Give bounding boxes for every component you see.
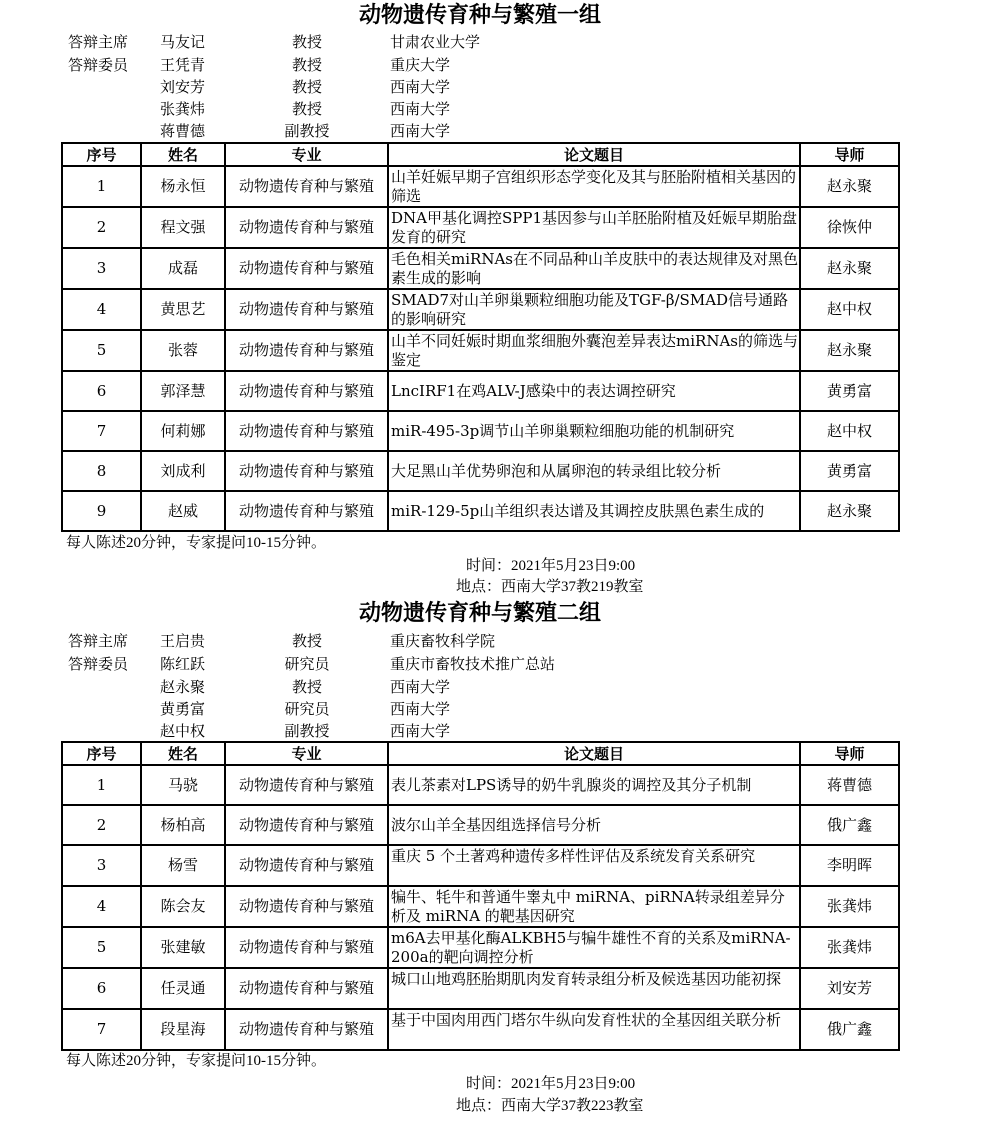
cell-major: 动物遗传育种与繁殖 bbox=[225, 330, 388, 371]
panel-name: 赵中权 bbox=[160, 722, 206, 740]
table-row bbox=[62, 411, 899, 451]
table-header-row bbox=[62, 742, 899, 765]
cell-advisor: 张龚炜 bbox=[800, 886, 899, 927]
cell-thesis: miR-129-5p山羊组织表达谱及其调控皮肤黑色素生成的 bbox=[388, 491, 800, 531]
defense-schedule-table bbox=[61, 142, 900, 532]
cell-seq: 4 bbox=[62, 886, 141, 927]
cell-major: 动物遗传育种与繁殖 bbox=[225, 248, 388, 289]
cell-advisor: 赵中权 bbox=[800, 411, 899, 451]
header-name: 姓名 bbox=[141, 742, 225, 765]
cell-major: 动物遗传育种与繁殖 bbox=[225, 845, 388, 886]
cell-seq: 1 bbox=[62, 765, 141, 805]
cell-major: 动物遗传育种与繁殖 bbox=[225, 1009, 388, 1050]
cell-advisor: 赵永聚 bbox=[800, 248, 899, 289]
cell-seq: 7 bbox=[62, 411, 141, 451]
header-thesis: 论文题目 bbox=[388, 143, 800, 166]
table-row bbox=[62, 166, 899, 207]
panel-org: 西南大学 bbox=[390, 700, 451, 718]
panel-name: 蒋曹德 bbox=[160, 122, 206, 140]
cell-name: 张蓉 bbox=[141, 330, 225, 371]
cell-seq: 4 bbox=[62, 289, 141, 330]
panel-title: 副教授 bbox=[284, 122, 330, 140]
header-major: 专业 bbox=[225, 742, 388, 765]
panel-org: 西南大学 bbox=[390, 122, 451, 140]
presentation-note: 每人陈述20分钟，专家提问10-15分钟。 bbox=[66, 535, 326, 551]
cell-advisor: 蒋曹德 bbox=[800, 765, 899, 805]
panel-title: 教授 bbox=[291, 632, 322, 650]
cell-major: 动物遗传育种与繁殖 bbox=[225, 289, 388, 330]
cell-advisor: 李明晖 bbox=[800, 845, 899, 886]
cell-advisor: 赵永聚 bbox=[800, 166, 899, 207]
panel-name: 陈红跃 bbox=[160, 655, 206, 673]
panel-org: 西南大学 bbox=[390, 78, 451, 96]
cell-major: 动物遗传育种与繁殖 bbox=[225, 371, 388, 411]
cell-seq: 6 bbox=[62, 968, 141, 1009]
panel-name: 马友记 bbox=[160, 33, 206, 51]
group-title: 动物遗传育种与繁殖二组 bbox=[358, 601, 601, 626]
cell-name: 成磊 bbox=[141, 248, 225, 289]
cell-seq: 9 bbox=[62, 491, 141, 531]
header-major: 专业 bbox=[225, 143, 388, 166]
cell-name: 黄思艺 bbox=[141, 289, 225, 330]
cell-advisor: 赵中权 bbox=[800, 289, 899, 330]
cell-advisor: 黄勇富 bbox=[800, 371, 899, 411]
cell-seq: 1 bbox=[62, 166, 141, 207]
header-name: 姓名 bbox=[141, 143, 225, 166]
cell-seq: 8 bbox=[62, 451, 141, 491]
cell-advisor: 俄广鑫 bbox=[800, 1009, 899, 1050]
table-row bbox=[62, 330, 899, 371]
cell-seq: 5 bbox=[62, 927, 141, 968]
panel-org: 西南大学 bbox=[390, 722, 451, 740]
cell-major: 动物遗传育种与繁殖 bbox=[225, 927, 388, 968]
defense-location: 地点：西南大学37教223教室 bbox=[456, 1098, 644, 1114]
header-advisor: 导师 bbox=[800, 742, 899, 765]
panel-org: 重庆畜牧科学院 bbox=[390, 632, 496, 650]
panel-title: 教授 bbox=[291, 100, 322, 118]
table-header-row bbox=[62, 143, 899, 166]
panel-title: 教授 bbox=[291, 33, 322, 51]
panel-org: 重庆大学 bbox=[390, 56, 451, 74]
cell-advisor: 徐恢仲 bbox=[800, 207, 899, 248]
header-advisor: 导师 bbox=[800, 143, 899, 166]
panel-org: 重庆市畜牧技术推广总站 bbox=[390, 655, 556, 673]
cell-thesis: 表儿茶素对LPS诱导的奶牛乳腺炎的调控及其分子机制 bbox=[388, 765, 800, 805]
table-row bbox=[62, 1009, 899, 1050]
cell-major: 动物遗传育种与繁殖 bbox=[225, 207, 388, 248]
cell-major: 动物遗传育种与繁殖 bbox=[225, 491, 388, 531]
cell-major: 动物遗传育种与繁殖 bbox=[225, 451, 388, 491]
cell-thesis: m6A去甲基化酶ALKBH5与犏牛雄性不育的关系及miRNA-200a的靶向调控分析 bbox=[388, 927, 800, 968]
cell-name: 张建敏 bbox=[141, 927, 225, 968]
cell-advisor: 俄广鑫 bbox=[800, 805, 899, 845]
table-row bbox=[62, 289, 899, 330]
panel-title: 教授 bbox=[291, 56, 322, 74]
cell-name: 马骁 bbox=[141, 765, 225, 805]
cell-name: 郭泽慧 bbox=[141, 371, 225, 411]
panel-org: 甘肃农业大学 bbox=[390, 33, 481, 51]
cell-thesis: 犏牛、牦牛和普通牛睾丸中 miRNA、piRNA转录组差异分析及 miRNA 的靶基因研究 bbox=[388, 886, 800, 927]
panel-name: 王凭青 bbox=[160, 56, 206, 74]
cell-thesis: DNA甲基化调控SPP1基因参与山羊胚胎附植及妊娠早期胎盘发育的研究 bbox=[388, 207, 800, 248]
cell-thesis: 基于中国肉用西门塔尔牛纵向发育性状的全基因组关联分析 bbox=[388, 1009, 800, 1050]
panel-role: 答辩委员 bbox=[68, 655, 129, 673]
table-row bbox=[62, 968, 899, 1009]
cell-thesis: 波尔山羊全基因组选择信号分析 bbox=[388, 805, 800, 845]
panel-title: 教授 bbox=[291, 678, 322, 696]
cell-advisor: 赵永聚 bbox=[800, 330, 899, 371]
cell-name: 赵威 bbox=[141, 491, 225, 531]
table-row bbox=[62, 805, 899, 845]
panel-name: 赵永聚 bbox=[160, 678, 206, 696]
presentation-note: 每人陈述20分钟，专家提问10-15分钟。 bbox=[66, 1053, 326, 1069]
table-row bbox=[62, 886, 899, 927]
panel-org: 西南大学 bbox=[390, 678, 451, 696]
cell-name: 杨柏高 bbox=[141, 805, 225, 845]
defense-time: 时间：2021年5月23日9:00 bbox=[466, 1076, 636, 1092]
cell-major: 动物遗传育种与繁殖 bbox=[225, 886, 388, 927]
cell-seq: 6 bbox=[62, 371, 141, 411]
table-row bbox=[62, 927, 899, 968]
panel-org: 西南大学 bbox=[390, 100, 451, 118]
defense-time: 时间：2021年5月23日9:00 bbox=[466, 558, 636, 574]
table-row bbox=[62, 491, 899, 531]
cell-thesis: 毛色相关miRNAs在不同品种山羊皮肤中的表达规律及对黑色素生成的影响 bbox=[388, 248, 800, 289]
cell-seq: 2 bbox=[62, 805, 141, 845]
cell-name: 段星海 bbox=[141, 1009, 225, 1050]
cell-thesis: 山羊妊娠早期子宫组织形态学变化及其与胚胎附植相关基因的筛选 bbox=[388, 166, 800, 207]
cell-name: 任灵通 bbox=[141, 968, 225, 1009]
table-row bbox=[62, 845, 899, 886]
cell-thesis: 城口山地鸡胚胎期肌肉发育转录组分析及候选基因功能初探 bbox=[388, 968, 800, 1009]
cell-name: 何莉娜 bbox=[141, 411, 225, 451]
cell-major: 动物遗传育种与繁殖 bbox=[225, 765, 388, 805]
cell-seq: 3 bbox=[62, 248, 141, 289]
header-seq: 序号 bbox=[62, 143, 141, 166]
cell-major: 动物遗传育种与繁殖 bbox=[225, 166, 388, 207]
defense-location: 地点：西南大学37教219教室 bbox=[456, 579, 644, 595]
panel-name: 王启贵 bbox=[160, 632, 206, 650]
table-row bbox=[62, 248, 899, 289]
panel-name: 黄勇富 bbox=[160, 700, 206, 718]
cell-seq: 7 bbox=[62, 1009, 141, 1050]
panel-title: 研究员 bbox=[284, 655, 330, 673]
panel-name: 刘安芳 bbox=[160, 78, 206, 96]
cell-name: 杨雪 bbox=[141, 845, 225, 886]
table-row bbox=[62, 765, 899, 805]
cell-advisor: 张龚炜 bbox=[800, 927, 899, 968]
cell-seq: 2 bbox=[62, 207, 141, 248]
header-thesis: 论文题目 bbox=[388, 742, 800, 765]
cell-advisor: 黄勇富 bbox=[800, 451, 899, 491]
header-seq: 序号 bbox=[62, 742, 141, 765]
panel-title: 研究员 bbox=[284, 700, 330, 718]
panel-title: 教授 bbox=[291, 78, 322, 96]
cell-major: 动物遗传育种与繁殖 bbox=[225, 411, 388, 451]
cell-thesis: SMAD7对山羊卵巢颗粒细胞功能及TGF-β/SMAD信号通路的影响研究 bbox=[388, 289, 800, 330]
cell-advisor: 赵永聚 bbox=[800, 491, 899, 531]
panel-role: 答辩主席 bbox=[68, 632, 129, 650]
panel-title: 副教授 bbox=[284, 722, 330, 740]
panel-name: 张龚炜 bbox=[160, 100, 206, 118]
cell-name: 杨永恒 bbox=[141, 166, 225, 207]
table-row bbox=[62, 207, 899, 248]
cell-thesis: LncIRF1在鸡ALV-J感染中的表达调控研究 bbox=[388, 371, 800, 411]
cell-name: 程文强 bbox=[141, 207, 225, 248]
table-row bbox=[62, 451, 899, 491]
group-title: 动物遗传育种与繁殖一组 bbox=[358, 3, 601, 28]
cell-name: 陈会友 bbox=[141, 886, 225, 927]
cell-major: 动物遗传育种与繁殖 bbox=[225, 805, 388, 845]
cell-thesis: 山羊不同妊娠时期血浆细胞外囊泡差异表达miRNAs的筛选与鉴定 bbox=[388, 330, 800, 371]
panel-role: 答辩委员 bbox=[68, 56, 129, 74]
cell-thesis: 大足黑山羊优势卵泡和从属卵泡的转录组比较分析 bbox=[388, 451, 800, 491]
cell-thesis: miR-495-3p调节山羊卵巢颗粒细胞功能的机制研究 bbox=[388, 411, 800, 451]
cell-name: 刘成利 bbox=[141, 451, 225, 491]
table-row bbox=[62, 371, 899, 411]
cell-major: 动物遗传育种与繁殖 bbox=[225, 968, 388, 1009]
cell-seq: 3 bbox=[62, 845, 141, 886]
panel-role: 答辩主席 bbox=[68, 33, 129, 51]
cell-seq: 5 bbox=[62, 330, 141, 371]
defense-schedule-table bbox=[61, 741, 900, 1051]
cell-advisor: 刘安芳 bbox=[800, 968, 899, 1009]
cell-thesis: 重庆 5 个土著鸡种遗传多样性评估及系统发育关系研究 bbox=[388, 845, 800, 886]
